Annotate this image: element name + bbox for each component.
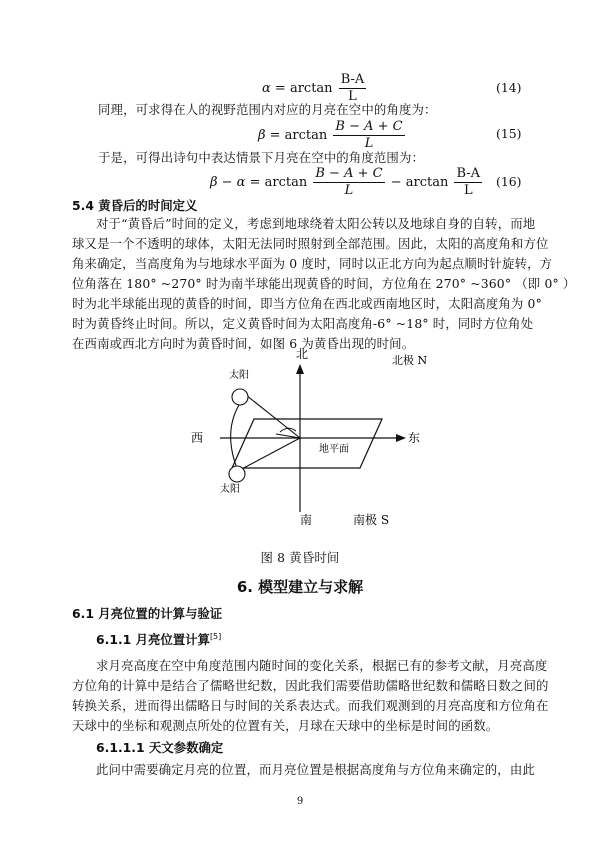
section-6-1-1-line-2: 方位角的计算中是结合了儒略世纪数，因此我们需要借助儒略世纪数和儒略日数之间的	[72, 678, 549, 693]
section-5-4-heading: 5.4 黄昏后的时间定义	[72, 198, 198, 213]
eq15-lhs: β	[258, 128, 266, 143]
horizon-plane	[232, 419, 382, 468]
eq14-denominator: L	[348, 89, 357, 104]
section-5-4-line-4: 位角落在 180° ~270° 时为南半球能出现黄昏的时间，方位角在 270° ~360° （即 0° ）	[72, 276, 576, 291]
section-6-1-1-line-4: 天球中的坐标和观测点所处的位置有关，月球在天球中的坐标是时间的函数。	[72, 718, 499, 733]
eq15-denominator: L	[364, 136, 374, 151]
section-6-last-line: 此问中需要确定月亮的位置，而月亮位置是根据高度角与方位角来确定的，由此	[96, 762, 535, 777]
section-5-4-line-6: 时为黄昏终止时间。所以，定义黄昏时间为太阳高度角-6° ~18° 时，同时方位角处	[72, 316, 534, 331]
eq14-lhs: α	[262, 81, 271, 96]
eq16-lhs: β − α	[210, 175, 246, 190]
section-6-1-1-title: 6.1.1 月亮位置计算	[96, 632, 210, 647]
eq16-numerator-2: B-A	[456, 166, 481, 181]
eq15-func: = arctan	[269, 128, 328, 143]
equation-16	[210, 166, 484, 199]
section-6-heading: 6. 模型建立与求解	[236, 578, 364, 596]
eq14-numerator: B-A	[340, 72, 365, 87]
citation-ref[interactable]: [5]	[209, 631, 222, 641]
section-5-4-line-3: 角来确定，当高度角为与地球水平面为 0 度时，同时以正北方向为起点顺时针旋转，方	[72, 256, 553, 271]
label-sun-bottom: 太阳	[220, 484, 240, 495]
label-south-pole: 南极 S	[353, 513, 390, 527]
label-horizon: 地平面	[319, 444, 349, 455]
label-north-pole: 北极 N	[392, 354, 428, 367]
section-6-1-heading: 6.1 月亮位置的计算与验证	[72, 606, 223, 621]
section-5-4-line-7: 在西南或西北方向时为黄昏时间，如图 6 为黄昏出现的时间。	[72, 336, 415, 351]
section-5-4-line-1: 对于“黄昏后”时间的定义，考虑到地球绕着太阳公转以及地球自身的自转，而地	[96, 216, 536, 231]
sun-bottom	[229, 466, 245, 482]
eq16-numerator-1: B − A + C	[315, 166, 383, 181]
eq16-func: = arctan	[249, 175, 308, 190]
eq16-fraction-1	[313, 166, 384, 199]
sun-path-wedge	[231, 395, 300, 471]
label-north: 北	[295, 347, 309, 361]
section-5-4-line-5: 时为北半球能出现的黄昏的时间，即当方位角在西北或西南地区时，太阳高度角为 0°	[72, 296, 542, 311]
text-line-then: 于是，可得出诗句中表达情景下月亮在空中的角度范围为：	[98, 150, 425, 165]
section-6-1-1-line-1: 求月亮高度在空中角度范围内随时间的变化关系，根据已有的参考文献，月亮高度	[96, 658, 548, 673]
eq15-numerator: B − A + C	[335, 119, 403, 134]
eq14-func: = arctan	[274, 81, 333, 96]
figure-caption: 图 8 黄昏时间	[260, 550, 340, 565]
equation-15-number: (15)	[496, 126, 522, 141]
label-south: 南	[299, 513, 313, 527]
section-5-4-line-2: 球又是一个不透明的球体，太阳无法同时照射到全部范围。因此，太阳的高度角和方位	[72, 236, 549, 251]
label-east: 东	[408, 431, 421, 445]
eq16-mid: − arctan	[390, 175, 449, 190]
north-arrow	[296, 364, 304, 374]
equation-16-number: (16)	[496, 174, 522, 189]
page-number: 9	[296, 796, 304, 807]
section-6-1-1-line-3: 转换关系，进而得出儒略日与时间的关系表达式。而我们观测到的月亮高度和方位角在	[72, 698, 549, 713]
section-6-1-1-1-heading: 6.1.1.1 天文参数确定	[96, 740, 224, 755]
eq16-fraction-2	[454, 166, 482, 199]
section-6-1-1-heading	[96, 630, 221, 648]
twilight-diagram	[180, 342, 460, 534]
text-line-same: 同理，可求得在人的视野范围内对应的月亮在空中的角度为：	[98, 102, 437, 117]
label-sun-top: 太阳	[229, 370, 249, 381]
east-arrow	[396, 434, 406, 442]
eq16-denominator-2: L	[463, 183, 473, 198]
eq16-denominator-1: L	[344, 183, 354, 198]
equation-14-number: (14)	[496, 80, 522, 95]
sun-top	[232, 389, 248, 405]
label-west: 西	[191, 431, 204, 445]
